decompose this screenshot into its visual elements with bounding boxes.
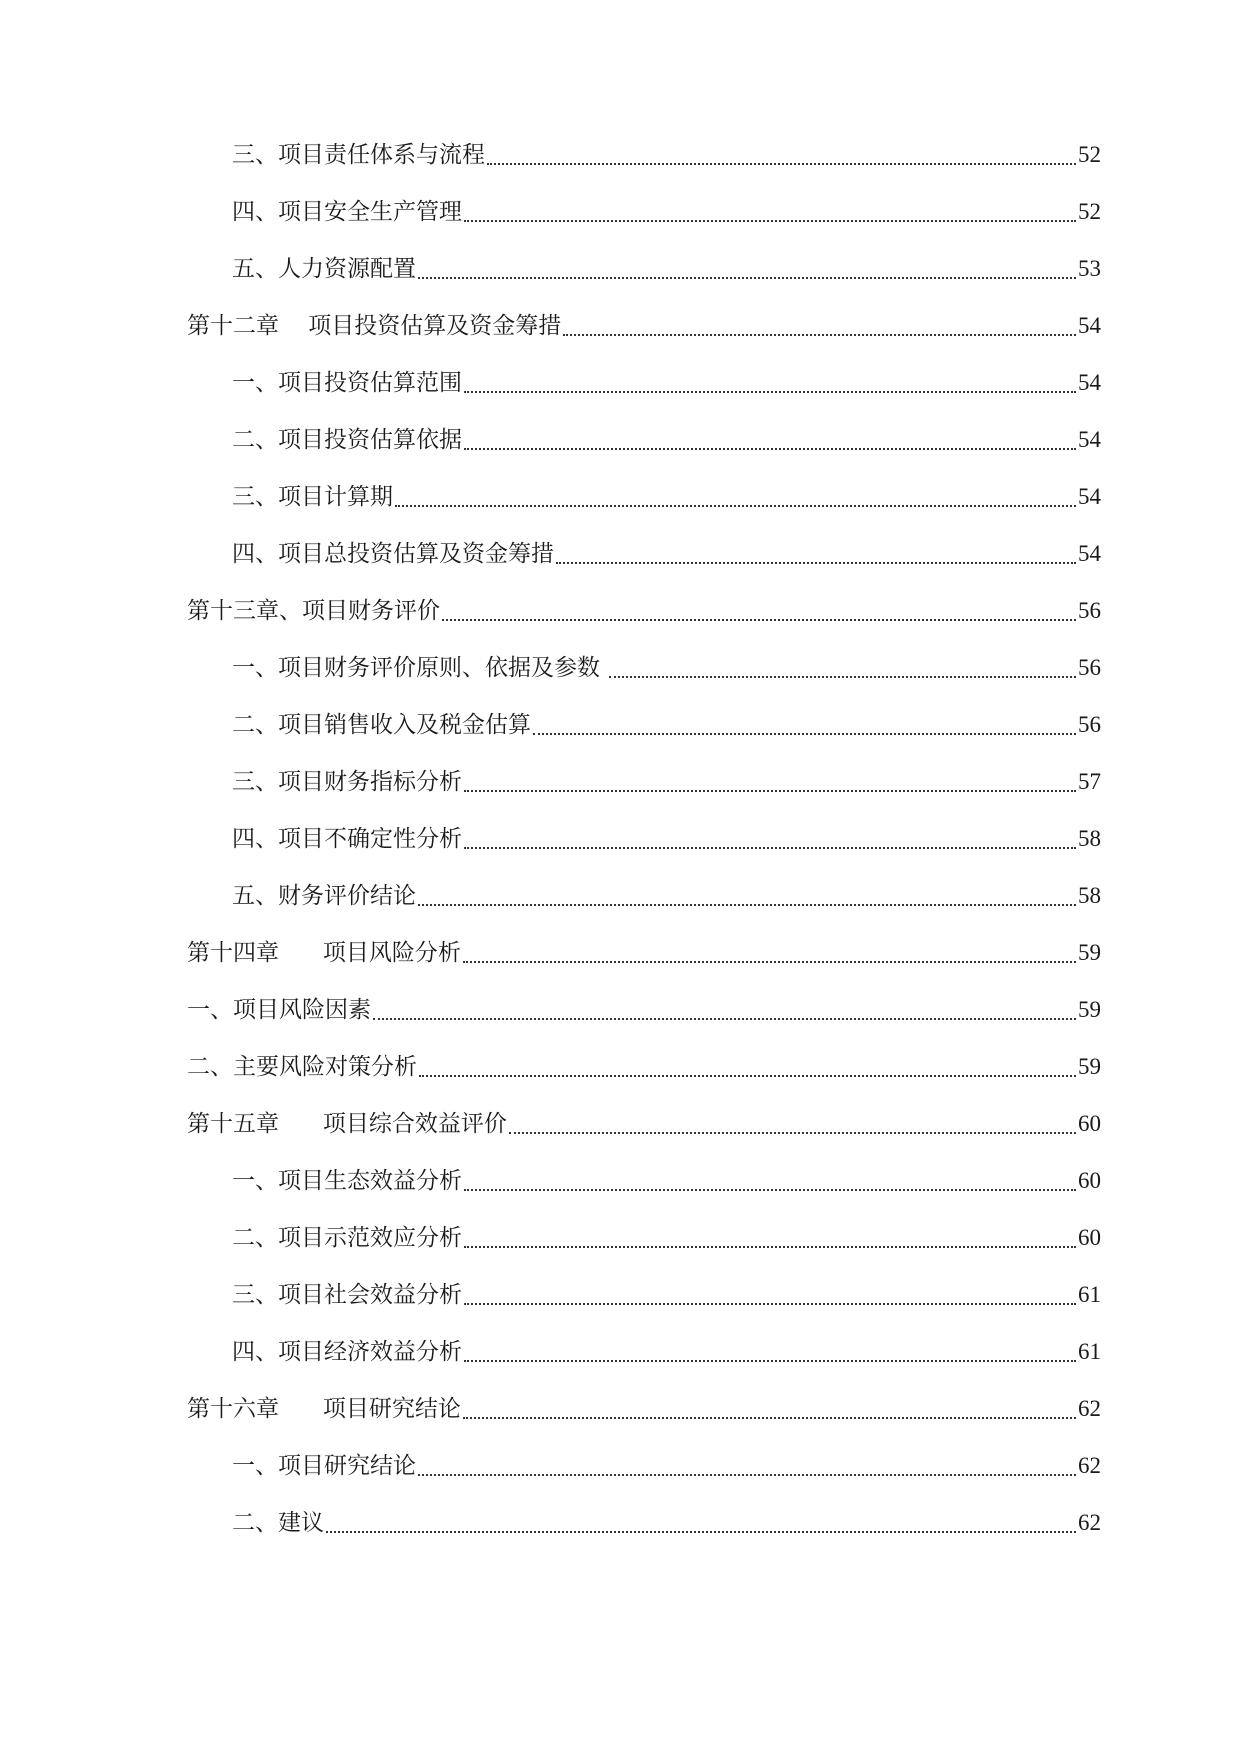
table-of-contents [0, 139, 1241, 1564]
toc-entry[interactable] [0, 253, 1241, 310]
toc-dot-leader [464, 823, 1076, 849]
toc-entry-page: 58 [1078, 883, 1101, 908]
toc-entry-title: 一、项目财务评价原则、依据及参数 [232, 655, 608, 681]
toc-dot-leader [373, 994, 1076, 1020]
toc-dot-leader [418, 1450, 1076, 1476]
toc-entry[interactable] [0, 196, 1241, 253]
toc-entry-title: 二、项目示范效应分析 [232, 1225, 462, 1251]
toc-dot-leader [418, 880, 1076, 906]
toc-entry-page: 61 [1078, 1339, 1101, 1364]
toc-entry[interactable] [0, 1336, 1241, 1393]
toc-entry[interactable] [0, 538, 1241, 595]
toc-entry[interactable] [0, 1051, 1241, 1108]
toc-dot-leader [464, 1165, 1076, 1191]
toc-entry-title: 三、项目社会效益分析 [232, 1282, 462, 1308]
toc-entry[interactable] [0, 1393, 1241, 1450]
toc-entry-page: 56 [1078, 598, 1101, 623]
toc-entry[interactable] [0, 1279, 1241, 1336]
toc-dot-leader [464, 1336, 1076, 1362]
toc-entry-title: 一、项目生态效益分析 [232, 1168, 462, 1194]
toc-entry-page: 60 [1078, 1111, 1101, 1136]
toc-entry[interactable] [0, 1222, 1241, 1279]
toc-entry[interactable] [0, 481, 1241, 538]
toc-entry[interactable] [0, 367, 1241, 424]
toc-entry-title: 五、人力资源配置 [232, 256, 416, 282]
toc-entry-page: 59 [1078, 997, 1101, 1022]
toc-dot-leader [418, 253, 1076, 279]
toc-entry[interactable] [0, 823, 1241, 880]
toc-entry-title: 第十三章、项目财务评价 [187, 598, 440, 624]
toc-entry[interactable] [0, 424, 1241, 481]
toc-dot-leader [509, 1108, 1076, 1134]
toc-entry-page: 52 [1078, 142, 1101, 167]
toc-entry[interactable] [0, 1507, 1241, 1564]
toc-entry-title: 一、项目风险因素 [187, 997, 371, 1023]
toc-entry-page: 62 [1078, 1453, 1101, 1478]
toc-entry-title: 三、项目计算期 [232, 484, 393, 510]
toc-entry-page: 56 [1078, 655, 1101, 680]
toc-entry-page: 54 [1078, 541, 1101, 566]
toc-entry-page: 60 [1078, 1168, 1101, 1193]
toc-dot-leader [395, 481, 1076, 507]
toc-entry-page: 58 [1078, 826, 1101, 851]
toc-entry-page: 60 [1078, 1225, 1101, 1250]
toc-entry-title: 第十五章 项目综合效益评价 [187, 1111, 507, 1137]
toc-entry[interactable] [0, 994, 1241, 1051]
toc-entry-title: 二、项目投资估算依据 [232, 427, 462, 453]
toc-entry[interactable] [0, 937, 1241, 994]
toc-entry-title: 五、财务评价结论 [232, 883, 416, 909]
toc-entry[interactable] [0, 310, 1241, 367]
toc-entry[interactable] [0, 1108, 1241, 1165]
toc-entry-page: 54 [1078, 370, 1101, 395]
toc-dot-leader [563, 310, 1076, 336]
toc-entry-title: 四、项目总投资估算及资金筹措 [232, 541, 554, 567]
toc-dot-leader [464, 367, 1076, 393]
toc-entry-title: 三、项目责任体系与流程 [232, 142, 485, 168]
toc-entry[interactable] [0, 880, 1241, 937]
toc-entry-title: 第十六章 项目研究结论 [187, 1396, 461, 1422]
toc-entry-title: 二、建议 [232, 1510, 324, 1536]
toc-entry-title: 二、主要风险对策分析 [187, 1054, 417, 1080]
toc-dot-leader [442, 595, 1076, 621]
toc-dot-leader [556, 538, 1076, 564]
toc-entry-page: 62 [1078, 1510, 1101, 1535]
toc-dot-leader [533, 709, 1076, 735]
toc-dot-leader [609, 652, 1076, 678]
toc-entry-page: 57 [1078, 769, 1101, 794]
toc-entry[interactable] [0, 595, 1241, 652]
toc-entry[interactable] [0, 766, 1241, 823]
toc-entry-title: 一、项目投资估算范围 [232, 370, 462, 396]
toc-entry[interactable] [0, 139, 1241, 196]
toc-dot-leader [463, 937, 1076, 963]
toc-entry-title: 二、项目销售收入及税金估算 [232, 712, 531, 738]
toc-entry-page: 56 [1078, 712, 1101, 737]
toc-entry-page: 54 [1078, 484, 1101, 509]
toc-entry-title: 第十二章 项目投资估算及资金筹措 [187, 313, 562, 339]
toc-entry-title: 第十四章 项目风险分析 [187, 940, 461, 966]
toc-entry-page: 53 [1078, 256, 1101, 281]
toc-entry[interactable] [0, 1165, 1241, 1222]
toc-entry-page: 59 [1078, 940, 1101, 965]
toc-entry-page: 52 [1078, 199, 1101, 224]
toc-dot-leader [464, 1222, 1076, 1248]
toc-dot-leader [487, 139, 1076, 165]
toc-dot-leader [464, 424, 1076, 450]
toc-entry-page: 61 [1078, 1282, 1101, 1307]
toc-dot-leader [326, 1507, 1076, 1533]
toc-entry[interactable] [0, 1450, 1241, 1507]
toc-dot-leader [464, 766, 1076, 792]
toc-entry-title: 四、项目经济效益分析 [232, 1339, 462, 1365]
toc-dot-leader [463, 1393, 1076, 1419]
toc-entry-page: 54 [1078, 427, 1101, 452]
toc-entry-title: 四、项目不确定性分析 [232, 826, 462, 852]
toc-entry-page: 62 [1078, 1396, 1101, 1421]
toc-dot-leader [419, 1051, 1076, 1077]
toc-entry[interactable] [0, 709, 1241, 766]
toc-entry-title: 三、项目财务指标分析 [232, 769, 462, 795]
toc-entry-page: 54 [1078, 313, 1101, 338]
toc-entry[interactable] [0, 652, 1241, 709]
toc-dot-leader [464, 196, 1076, 222]
toc-dot-leader [464, 1279, 1076, 1305]
toc-entry-page: 59 [1078, 1054, 1101, 1079]
toc-entry-title: 四、项目安全生产管理 [232, 199, 462, 225]
toc-entry-title: 一、项目研究结论 [232, 1453, 416, 1479]
